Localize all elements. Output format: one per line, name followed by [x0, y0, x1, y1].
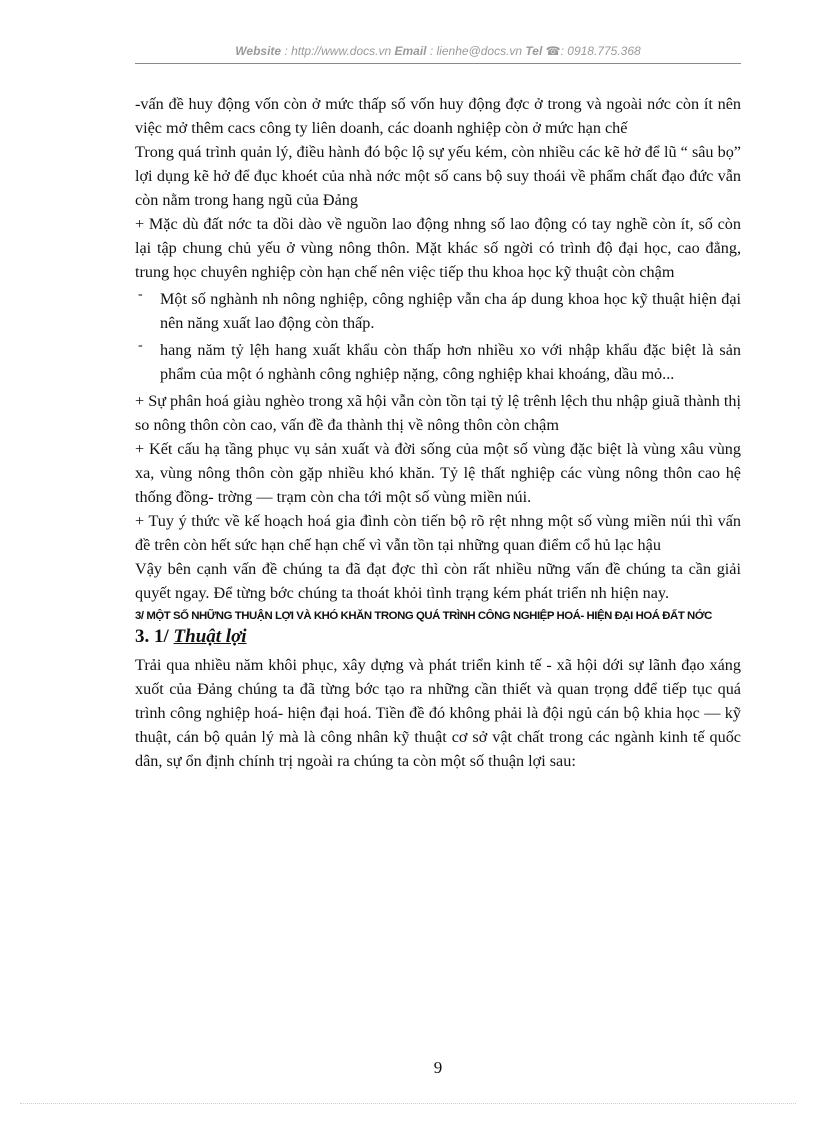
page-number: 9 [433, 1058, 443, 1077]
subsection-heading [135, 625, 741, 649]
bullet-item [135, 338, 741, 386]
paragraph: + Kết cấu hạ tầng phục vụ sản xuất và đời sống của một số vùng đặc biệt là vùng xâu vùng xa, vùng nông thôn còn gặp nhiều khó khăn. Tỷ lệ thất nghiệp các vùng nông thôn cao hệ thống đồng- trờng — trạm còn cha tới một số vùng miền núi. [135, 440, 741, 506]
page-header [135, 44, 741, 58]
website-label: Website [235, 44, 282, 58]
tel-label: Tel [525, 44, 543, 58]
header-rule [135, 63, 741, 64]
paragraph: + Sự phân hoá giàu nghèo trong xã hội vẫn còn tồn tại tỷ lệ trênh lệch thu nhập giuã thành thị so nông thôn còn cao, vấn đề đa thành thị về nông thôn còn chậm [135, 392, 741, 434]
paragraph: + Tuy ý thức về kế hoạch hoá gia đình còn tiến bộ rõ rệt nhng một số vùng miền núi thì vấn đề trên còn hết sức hạn chế hạn chế vì vẫn tồn tại những quan điểm cổ hủ lạc hậu [135, 512, 741, 554]
subsection-number: 3. 1/ [135, 626, 174, 647]
bullet-dash-icon: - [138, 287, 143, 302]
footer-rule [20, 1103, 796, 1104]
website-value[interactable]: : http://www.docs.vn [284, 44, 392, 58]
bullet-text: Một số nghành nh nông nghiệp, công nghiệp vẫn cha áp dung khoa học kỹ thuật hiện đại nên năng xuất lao động còn thấp. [160, 290, 741, 332]
subsection-title: Thuật lợi [173, 626, 247, 647]
paragraph: + Mặc dù đất nớc ta dồi dào về nguồn lao động nhng số lao động có tay nghề còn ít, số còn lại tập chung chủ yếu ở vùng nông thôn. Mặt khác số ngời có trình độ đại học, cao đẳng, trung học chuyên nghiệp còn hạn chế nên việc tiếp thu khoa học kỹ thuật còn chậm [135, 215, 741, 281]
paragraph: Trải qua nhiều năm khôi phục, xây dựng và phát triển kinh tế - xã hội dới sự lãnh đạo xáng xuốt của Đảng chúng ta đã từng bớc tạo ra những cần thiết và quan trọng dđể tiếp tục quá trình công nghiệp hoá- hiện đại hoá. Tiền đề đó không phải là đội ngủ cán bộ khia học — kỹ thuật, cán bộ quản lý mà là công nhân kỹ thuật cơ sở vật chất trong các ngành kinh tế quốc dân, sự ổn định chính trị ngoài ra chúng ta còn một số thuận lợi sau: [135, 656, 741, 770]
email-value[interactable]: : lienhe@docs.vn [429, 44, 523, 58]
paragraph: Vậy bên cạnh vấn đề chúng ta đã đạt đợc thì còn rất nhiều nững vấn đề chúng ta cần giải quyết ngay. Để từng bớc chúng ta thoát khỏi tình trạng kém phát triển nh hiện nay. [135, 560, 741, 602]
bullet-text: hang năm tỷ lệh hang xuất khẩu còn thấp hơn nhiều xo với nhập khẩu đặc biệt là sản phẩm của một ó nghành công nghiệp nặng, công nghiệp khai khoáng, dầu mỏ... [160, 341, 741, 383]
bullet-dash-icon: - [138, 338, 143, 353]
section-heading: 3/ MỘT SỐ NHỮNG THUẬN LỢI VÀ KHÓ KHĂN TRONG QUÁ TRÌNH CÔNG NGHIỆP HOÁ- HIỆN ĐẠI HOÁ ĐẤT NỚC [135, 610, 712, 622]
tel-value: ☎: 0918.775.368 [545, 44, 641, 58]
email-label: Email [394, 44, 427, 58]
document-body [135, 92, 741, 773]
paragraph: -vấn đề huy động vốn còn ở mức thấp số vốn huy động đợc ở trong và ngoài nớc còn ít nên việc mở thêm cacs công ty liên doanh, các doanh nghiệp còn ở mức hạn chế [135, 95, 741, 137]
bullet-item [135, 287, 741, 335]
paragraph: Trong quá trình quản lý, điều hành đó bộc lộ sự yếu kém, còn nhiều các kẽ hở để lũ “ sâu bọ” lợi dụng kẽ hở để đục khoét của nhà nớc một số cans bộ suy thoái về phẩm chất đạo đức vẫn còn nằm trong hang ngũ của Đảng [135, 143, 741, 209]
